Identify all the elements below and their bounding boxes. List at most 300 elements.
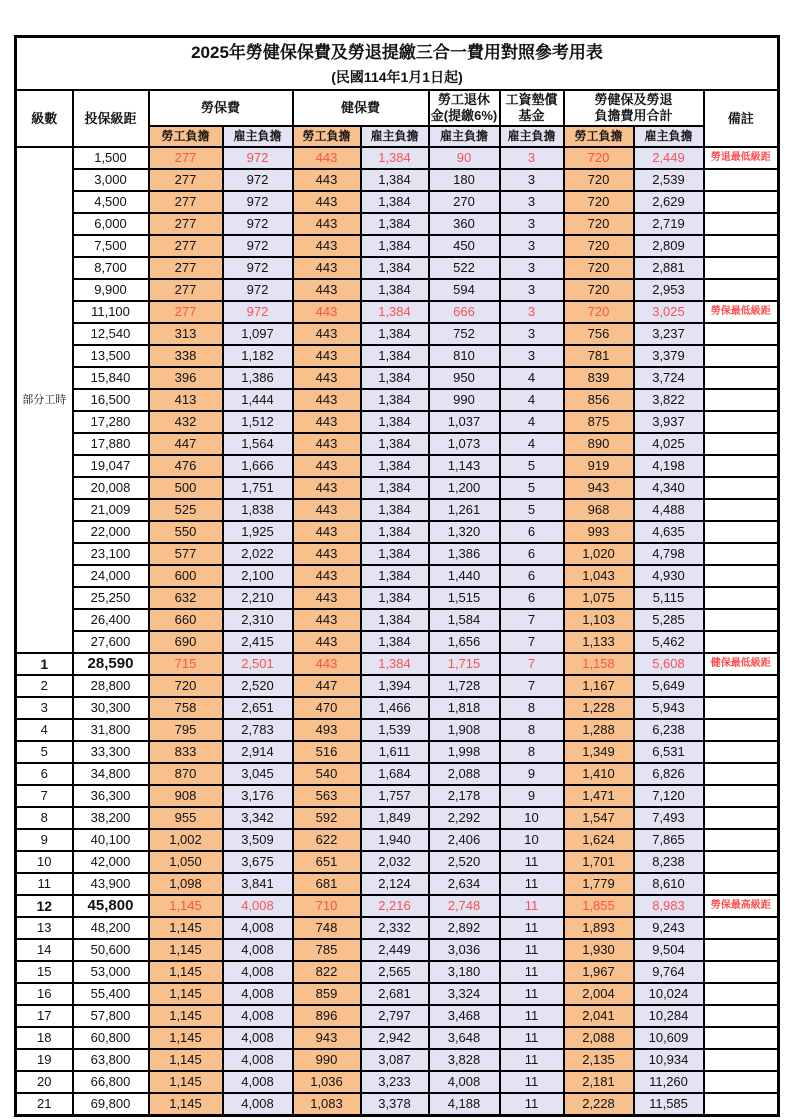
cell-wage-fund-employer: 11 [500,983,564,1005]
table-row [16,587,779,609]
cell-labor-worker: 277 [149,191,223,213]
header-wage-fund-line1: 工資墊償 [505,92,558,107]
cell-wage-fund-employer: 6 [500,543,564,565]
cell-pension-employer: 3,828 [429,1049,500,1071]
table-row [16,829,779,851]
table-row [16,939,779,961]
cell-pension-employer: 180 [429,169,500,191]
cell-total-employer: 5,608 [634,653,704,675]
title-cell [16,37,779,91]
cell-health-worker: 443 [293,257,361,279]
cell-pension-employer: 666 [429,301,500,323]
cell-health-worker: 493 [293,719,361,741]
cell-labor-employer: 1,512 [223,411,293,433]
table-row [16,213,779,235]
cell-health-worker: 943 [293,1027,361,1049]
cell-labor-worker: 600 [149,565,223,587]
cell-labor-worker: 720 [149,675,223,697]
cell-health-employer: 1,384 [361,367,429,389]
page-title: 2025年勞健保保費及勞退提繳三合一費用對照參考用表 [191,42,603,62]
cell-health-worker: 443 [293,653,361,675]
header-total-line1: 勞健保及勞退 [594,92,673,107]
cell-labor-worker: 1,002 [149,829,223,851]
cell-health-worker: 443 [293,521,361,543]
cell-pension-employer: 1,386 [429,543,500,565]
cell-pension-employer: 4,188 [429,1093,500,1116]
cell-salary: 69,800 [73,1093,149,1116]
table-row [16,367,779,389]
cell-health-employer: 1,384 [361,191,429,213]
cell-wage-fund-employer: 10 [500,829,564,851]
cell-health-worker: 443 [293,147,361,169]
cell-total-employer: 4,930 [634,565,704,587]
cell-salary: 27,600 [73,631,149,653]
cell-total-employer: 6,826 [634,763,704,785]
cell-total-worker: 720 [564,235,634,257]
cell-salary: 8,700 [73,257,149,279]
cell-labor-employer: 972 [223,213,293,235]
table-row [16,917,779,939]
table-row [16,411,779,433]
cell-total-employer: 3,822 [634,389,704,411]
cell-wage-fund-employer: 4 [500,367,564,389]
cell-total-employer: 5,462 [634,631,704,653]
cell-wage-fund-employer: 3 [500,191,564,213]
cell-total-worker: 720 [564,213,634,235]
page-subtitle: (民國114年1月1日起) [331,68,463,85]
cell-remark [704,543,779,565]
cell-wage-fund-employer: 8 [500,697,564,719]
cell-total-employer: 9,243 [634,917,704,939]
cell-level: 2 [16,675,73,697]
cell-pension-employer: 1,656 [429,631,500,653]
cell-pension-employer: 594 [429,279,500,301]
table-row [16,1005,779,1027]
cell-total-employer: 10,609 [634,1027,704,1049]
cell-labor-worker: 1,145 [149,1093,223,1116]
cell-pension-employer: 1,728 [429,675,500,697]
cell-health-employer: 1,384 [361,653,429,675]
cell-labor-employer: 2,651 [223,697,293,719]
cell-wage-fund-employer: 9 [500,785,564,807]
cell-wage-fund-employer: 11 [500,1093,564,1116]
cell-remark [704,1071,779,1093]
cell-labor-worker: 1,145 [149,1049,223,1071]
cell-labor-employer: 3,176 [223,785,293,807]
header-labor-group: 勞保費 [149,90,293,126]
cell-total-worker: 1,288 [564,719,634,741]
cell-salary: 53,000 [73,961,149,983]
cell-health-employer: 1,384 [361,477,429,499]
cell-wage-fund-employer: 5 [500,477,564,499]
cell-wage-fund-employer: 8 [500,741,564,763]
cell-wage-fund-employer: 4 [500,433,564,455]
cell-wage-fund-employer: 11 [500,1005,564,1027]
cell-remark [704,763,779,785]
table-row [16,323,779,345]
cell-labor-employer: 2,415 [223,631,293,653]
cell-health-employer: 1,384 [361,499,429,521]
cell-wage-fund-employer: 6 [500,587,564,609]
cell-labor-worker: 870 [149,763,223,785]
cell-labor-worker: 500 [149,477,223,499]
cell-labor-employer: 2,914 [223,741,293,763]
table-row [16,257,779,279]
cell-total-worker: 1,167 [564,675,634,697]
cell-total-worker: 1,158 [564,653,634,675]
table-row [16,719,779,741]
cell-health-employer: 2,449 [361,939,429,961]
cell-remark [704,257,779,279]
cell-labor-worker: 660 [149,609,223,631]
cell-salary: 20,008 [73,477,149,499]
cell-pension-employer: 1,998 [429,741,500,763]
cell-remark [704,851,779,873]
cell-remark [704,499,779,521]
cell-labor-worker: 476 [149,455,223,477]
cell-health-employer: 1,384 [361,235,429,257]
cell-labor-employer: 2,501 [223,653,293,675]
cell-labor-employer: 4,008 [223,1005,293,1027]
cell-pension-employer: 2,634 [429,873,500,895]
cell-salary: 21,009 [73,499,149,521]
cell-labor-employer: 3,841 [223,873,293,895]
cell-labor-employer: 1,838 [223,499,293,521]
cell-health-employer: 1,757 [361,785,429,807]
cell-total-worker: 856 [564,389,634,411]
cell-pension-employer: 2,748 [429,895,500,917]
table-row [16,433,779,455]
cell-wage-fund-employer: 5 [500,499,564,521]
cell-total-worker: 968 [564,499,634,521]
cell-total-worker: 1,228 [564,697,634,719]
table-row [16,279,779,301]
table-row [16,851,779,873]
table-row [16,543,779,565]
cell-total-worker: 1,701 [564,851,634,873]
cell-level: 1 [16,653,73,675]
cell-labor-worker: 577 [149,543,223,565]
cell-wage-fund-employer: 3 [500,169,564,191]
cell-total-worker: 1,103 [564,609,634,631]
header-pension-employer: 雇主負擔 [429,126,500,147]
cell-remark: 勞退最低級距 [704,147,779,169]
cell-health-employer: 1,394 [361,675,429,697]
table-row [16,301,779,323]
cell-total-employer: 8,238 [634,851,704,873]
cell-health-worker: 1,036 [293,1071,361,1093]
cell-remark: 勞保最低級距 [704,301,779,323]
header-wage-fund-employer: 雇主負擔 [500,126,564,147]
cell-pension-employer: 2,178 [429,785,500,807]
cell-salary: 33,300 [73,741,149,763]
cell-health-employer: 2,332 [361,917,429,939]
cell-labor-employer: 1,925 [223,521,293,543]
cell-total-worker: 1,624 [564,829,634,851]
cell-labor-worker: 1,145 [149,983,223,1005]
cell-total-worker: 2,041 [564,1005,634,1027]
cell-health-worker: 443 [293,213,361,235]
cell-salary: 36,300 [73,785,149,807]
cell-health-employer: 1,539 [361,719,429,741]
cell-remark [704,587,779,609]
cell-remark [704,1005,779,1027]
header-health-worker: 勞工負擔 [293,126,361,147]
cell-salary: 42,000 [73,851,149,873]
cell-health-employer: 1,384 [361,279,429,301]
cell-health-employer: 2,124 [361,873,429,895]
cell-salary: 6,000 [73,213,149,235]
cell-labor-worker: 715 [149,653,223,675]
table-row [16,235,779,257]
cell-level: 15 [16,961,73,983]
group-header-row [16,90,779,126]
cell-total-worker: 919 [564,455,634,477]
cell-wage-fund-employer: 3 [500,323,564,345]
cell-labor-employer: 4,008 [223,1071,293,1093]
cell-level: 13 [16,917,73,939]
cell-salary: 12,540 [73,323,149,345]
title-row [16,37,779,91]
cell-total-employer: 2,809 [634,235,704,257]
cell-wage-fund-employer: 4 [500,389,564,411]
cell-total-worker: 1,967 [564,961,634,983]
cell-total-worker: 1,349 [564,741,634,763]
header-total-line2: 負擔費用合計 [594,108,673,123]
cell-total-employer: 3,025 [634,301,704,323]
cell-labor-worker: 277 [149,213,223,235]
cell-salary: 26,400 [73,609,149,631]
cell-salary: 28,590 [73,653,149,675]
cell-salary: 19,047 [73,455,149,477]
cell-labor-worker: 338 [149,345,223,367]
cell-pension-employer: 990 [429,389,500,411]
cell-labor-worker: 1,145 [149,939,223,961]
cell-health-employer: 2,681 [361,983,429,1005]
cell-salary: 55,400 [73,983,149,1005]
cell-wage-fund-employer: 3 [500,301,564,323]
cell-total-worker: 1,547 [564,807,634,829]
cell-health-employer: 1,684 [361,763,429,785]
cell-total-employer: 10,284 [634,1005,704,1027]
cell-total-worker: 1,471 [564,785,634,807]
cell-wage-fund-employer: 3 [500,235,564,257]
cell-pension-employer: 90 [429,147,500,169]
cell-total-employer: 6,238 [634,719,704,741]
cell-wage-fund-employer: 11 [500,939,564,961]
cell-remark [704,631,779,653]
cell-labor-worker: 277 [149,301,223,323]
cell-health-worker: 859 [293,983,361,1005]
cell-pension-employer: 1,908 [429,719,500,741]
cell-pension-employer: 1,515 [429,587,500,609]
cell-total-worker: 1,779 [564,873,634,895]
cell-health-employer: 1,384 [361,213,429,235]
cell-level: 19 [16,1049,73,1071]
table-row [16,763,779,785]
cell-pension-employer: 2,892 [429,917,500,939]
cell-health-employer: 1,384 [361,147,429,169]
cell-health-worker: 443 [293,455,361,477]
cell-labor-worker: 632 [149,587,223,609]
cell-health-worker: 443 [293,477,361,499]
cell-remark [704,829,779,851]
cell-remark [704,1093,779,1116]
cell-remark [704,455,779,477]
table-row [16,895,779,917]
cell-health-worker: 443 [293,367,361,389]
cell-health-worker: 681 [293,873,361,895]
table-row [16,455,779,477]
cell-pension-employer: 1,584 [429,609,500,631]
cell-level: 10 [16,851,73,873]
cell-labor-employer: 2,100 [223,565,293,587]
cell-labor-worker: 908 [149,785,223,807]
cell-health-worker: 443 [293,631,361,653]
cell-labor-worker: 413 [149,389,223,411]
header-total-worker: 勞工負擔 [564,126,634,147]
cell-remark [704,785,779,807]
cell-remark [704,235,779,257]
cell-remark [704,1027,779,1049]
cell-health-employer: 1,384 [361,257,429,279]
cell-total-employer: 5,285 [634,609,704,631]
cell-wage-fund-employer: 11 [500,873,564,895]
cell-health-worker: 443 [293,169,361,191]
cell-health-employer: 2,797 [361,1005,429,1027]
cell-labor-worker: 277 [149,235,223,257]
cell-health-employer: 2,942 [361,1027,429,1049]
cell-health-worker: 443 [293,235,361,257]
cell-total-employer: 10,024 [634,983,704,1005]
cell-pension-employer: 450 [429,235,500,257]
header-total-group [564,90,704,126]
cell-labor-worker: 1,145 [149,1071,223,1093]
cell-salary: 40,100 [73,829,149,851]
cell-salary: 48,200 [73,917,149,939]
cell-remark [704,477,779,499]
header-salary: 投保級距 [73,90,149,147]
cell-health-worker: 443 [293,191,361,213]
cell-salary: 45,800 [73,895,149,917]
table-row [16,961,779,983]
cell-salary: 13,500 [73,345,149,367]
cell-health-worker: 443 [293,565,361,587]
cell-pension-employer: 1,037 [429,411,500,433]
cell-pension-employer: 3,468 [429,1005,500,1027]
cell-labor-employer: 1,666 [223,455,293,477]
cell-health-employer: 1,849 [361,807,429,829]
header-total-employer: 雇主負擔 [634,126,704,147]
cell-pension-employer: 3,324 [429,983,500,1005]
cell-wage-fund-employer: 6 [500,565,564,587]
cell-remark [704,279,779,301]
cell-pension-employer: 1,715 [429,653,500,675]
cell-labor-employer: 4,008 [223,1049,293,1071]
cell-total-worker: 1,855 [564,895,634,917]
cell-health-employer: 1,384 [361,521,429,543]
cell-pension-employer: 3,036 [429,939,500,961]
cell-total-worker: 756 [564,323,634,345]
cell-total-employer: 4,198 [634,455,704,477]
cell-labor-employer: 2,520 [223,675,293,697]
cell-labor-employer: 2,022 [223,543,293,565]
cell-total-employer: 9,504 [634,939,704,961]
cell-salary: 34,800 [73,763,149,785]
cell-total-worker: 1,133 [564,631,634,653]
cell-wage-fund-employer: 3 [500,345,564,367]
cell-wage-fund-employer: 8 [500,719,564,741]
cell-labor-worker: 795 [149,719,223,741]
table-row [16,1049,779,1071]
cell-total-worker: 993 [564,521,634,543]
header-remark: 備註 [704,90,779,147]
table-row [16,191,779,213]
cell-health-worker: 592 [293,807,361,829]
cell-health-employer: 1,384 [361,631,429,653]
cell-remark [704,433,779,455]
cell-total-worker: 1,930 [564,939,634,961]
header-pension-group [429,90,500,126]
cell-total-worker: 890 [564,433,634,455]
cell-labor-employer: 1,564 [223,433,293,455]
cell-wage-fund-employer: 11 [500,917,564,939]
cell-wage-fund-employer: 3 [500,147,564,169]
header-health-employer: 雇主負擔 [361,126,429,147]
table-row [16,653,779,675]
cell-salary: 25,250 [73,587,149,609]
table-row [16,675,779,697]
table-row [16,389,779,411]
cell-total-employer: 5,649 [634,675,704,697]
part-time-merged-cell: 部分工時 [16,147,73,653]
header-level: 級數 [16,90,73,147]
cell-remark [704,983,779,1005]
cell-total-employer: 11,585 [634,1093,704,1116]
cell-wage-fund-employer: 3 [500,213,564,235]
cell-wage-fund-employer: 10 [500,807,564,829]
table-row [16,983,779,1005]
cell-labor-employer: 4,008 [223,983,293,1005]
cell-health-worker: 443 [293,411,361,433]
cell-labor-employer: 3,509 [223,829,293,851]
cell-labor-worker: 1,050 [149,851,223,873]
cell-remark [704,939,779,961]
cell-total-employer: 2,449 [634,147,704,169]
cell-salary: 3,000 [73,169,149,191]
cell-labor-worker: 277 [149,257,223,279]
cell-wage-fund-employer: 4 [500,411,564,433]
cell-pension-employer: 1,440 [429,565,500,587]
cell-total-worker: 839 [564,367,634,389]
table-row [16,477,779,499]
cell-salary: 50,600 [73,939,149,961]
cell-salary: 31,800 [73,719,149,741]
cell-total-employer: 2,719 [634,213,704,235]
cell-health-worker: 443 [293,345,361,367]
cell-total-employer: 2,953 [634,279,704,301]
cell-labor-employer: 4,008 [223,1027,293,1049]
cell-remark [704,697,779,719]
cell-health-employer: 1,384 [361,433,429,455]
cell-labor-employer: 4,008 [223,961,293,983]
cell-pension-employer: 1,320 [429,521,500,543]
cell-health-employer: 1,384 [361,455,429,477]
cell-labor-employer: 972 [223,301,293,323]
cell-wage-fund-employer: 7 [500,675,564,697]
cell-labor-employer: 1,751 [223,477,293,499]
cell-labor-employer: 4,008 [223,1093,293,1116]
